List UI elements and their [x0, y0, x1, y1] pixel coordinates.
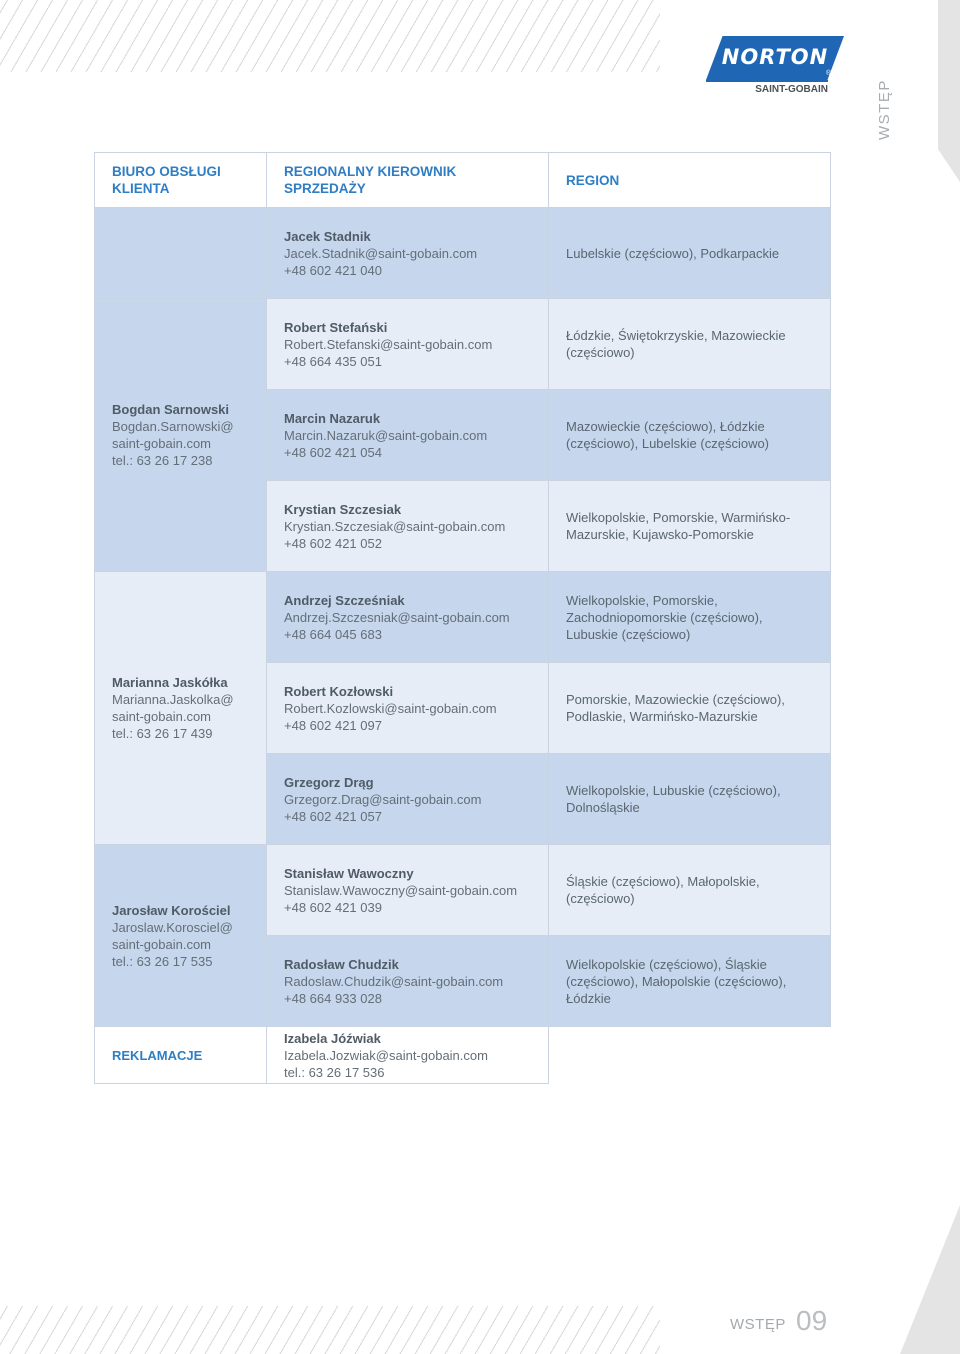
service-name: Bogdan Sarnowski [112, 402, 230, 417]
region-cell: Mazowieckie (częściowo), Łódzkie (częściowo), Lubelskie (częściowo) [549, 390, 831, 481]
manager-cell [267, 572, 549, 663]
region-cell: Wielkopolskie, Pomorskie, Warmińsko-Mazurskie, Kujawsko-Pomorskie [549, 481, 831, 572]
service-email-part1: Marianna.Jaskolka@ [112, 692, 234, 707]
manager-email[interactable]: Andrzej.Szczesniak@saint-gobain.com [284, 609, 510, 625]
service-email-part2: saint-gobain.com [112, 709, 211, 724]
manager-phone: +48 602 421 057 [284, 808, 382, 824]
service-phone: tel.: 63 26 17 238 [112, 453, 213, 468]
service-email[interactable] [112, 691, 249, 725]
manager-phone: +48 602 421 097 [284, 717, 382, 733]
manager-phone: +48 664 435 051 [284, 353, 382, 369]
service-phone: tel.: 63 26 17 535 [112, 953, 213, 969]
service-name: Jarosław Korościel [112, 902, 231, 918]
service-email-part1: Bogdan.Sarnowski@ [112, 419, 234, 434]
service-phone: tel.: 63 26 17 439 [112, 726, 213, 741]
decorative-corner-bottom [900, 1205, 960, 1354]
manager-name: Radosław Chudzik [284, 956, 399, 972]
header-region: REGION [549, 153, 831, 208]
manager-cell [267, 845, 549, 936]
manager-cell [267, 299, 549, 390]
complaints-name: Izabela Jóźwiak [284, 1030, 381, 1046]
manager-phone: +48 602 421 040 [284, 262, 382, 278]
complaints-phone: tel.: 63 26 17 536 [284, 1064, 385, 1080]
service-name: Marianna Jaskółka [112, 675, 228, 690]
manager-cell [267, 208, 549, 299]
manager-email[interactable]: Grzegorz.Drag@saint-gobain.com [284, 791, 482, 807]
service-email[interactable] [112, 919, 249, 953]
complaints-email[interactable]: Izabela.Jozwiak@saint-gobain.com [284, 1047, 488, 1063]
manager-name: Andrzej Szcześniak [284, 592, 405, 608]
norton-logo [706, 36, 846, 96]
manager-cell [267, 481, 549, 572]
manager-email[interactable]: Jacek.Stadnik@saint-gobain.com [284, 245, 478, 261]
page-number: 09 [796, 1305, 828, 1336]
manager-name: Stanisław Wawoczny [284, 865, 414, 881]
header-customer-service: BIURO OBSŁUGI KLIENTA [95, 153, 267, 208]
footer-section-label: WSTĘP [730, 1316, 786, 1333]
region-cell: Wielkopolskie, Lubuskie (częściowo), Dolnośląskie [549, 754, 831, 845]
complaints-row [95, 1027, 831, 1084]
manager-cell [267, 936, 549, 1027]
service-email-part1: Jaroslaw.Korosciel@ [112, 919, 233, 935]
table-row [95, 208, 831, 299]
service-contact-cell [95, 845, 267, 1027]
manager-phone: +48 664 045 683 [284, 626, 382, 642]
logo-subtext: SAINT-GOBAIN [706, 80, 828, 95]
manager-name: Robert Kozłowski [284, 683, 394, 699]
logo-text: NORTON [721, 45, 829, 69]
manager-cell [267, 663, 549, 754]
complaints-empty-cell [549, 1027, 831, 1084]
service-contact-cell [95, 299, 267, 572]
manager-name: Robert Stefański [284, 319, 388, 335]
manager-phone: +48 664 933 028 [284, 990, 382, 1006]
header-regional-manager: REGIONALNY KIEROWNIK SPRZEDAŻY [267, 153, 549, 208]
manager-name: Grzegorz Drąg [284, 774, 374, 790]
table-header-row [95, 153, 831, 208]
manager-email[interactable]: Robert.Kozlowski@saint-gobain.com [284, 700, 497, 716]
service-contact-cell [95, 572, 267, 845]
region-cell: Łódzkie, Świętokrzyskie, Mazowieckie (częściowo) [549, 299, 831, 390]
contacts-table [94, 152, 831, 1084]
manager-email[interactable]: Robert.Stefanski@saint-gobain.com [284, 336, 493, 352]
manager-cell [267, 754, 549, 845]
service-cell [95, 208, 267, 299]
manager-email[interactable]: Marcin.Nazaruk@saint-gobain.com [284, 427, 488, 443]
service-email-part2: saint-gobain.com [112, 436, 211, 451]
manager-phone: +48 602 421 039 [284, 899, 382, 915]
manager-phone: +48 602 421 054 [284, 444, 382, 460]
table-row [95, 299, 831, 390]
table-row [95, 572, 831, 663]
region-cell: Lubelskie (częściowo), Podkarpackie [549, 208, 831, 299]
region-cell: Wielkopolskie, Pomorskie, Zachodniopomorskie (częściowo), Lubuskie (częściowo) [549, 572, 831, 663]
manager-cell [267, 390, 549, 481]
decorative-hatch-bottom [0, 1306, 660, 1354]
manager-name: Krystian Szczesiak [284, 501, 402, 517]
complaints-contact-cell [267, 1027, 549, 1084]
region-cell: Pomorskie, Mazowieckie (częściowo), Podlaskie, Warmińsko-Mazurskie [549, 663, 831, 754]
manager-email[interactable]: Radoslaw.Chudzik@saint-gobain.com [284, 973, 504, 989]
service-email[interactable] [112, 418, 249, 452]
service-email-part2: saint-gobain.com [112, 936, 211, 952]
manager-email[interactable]: Krystian.Szczesiak@saint-gobain.com [284, 518, 506, 534]
registered-mark: ® [826, 70, 832, 77]
manager-phone: +48 602 421 052 [284, 535, 382, 551]
region-cell: Śląskie (częściowo), Małopolskie, (częściowo) [549, 845, 831, 936]
complaints-label: REKLAMACJE [95, 1027, 267, 1084]
decorative-hatch-top [0, 0, 660, 72]
section-side-label: WSTĘP [876, 79, 893, 140]
decorative-corner-top [938, 0, 960, 182]
table-row [95, 845, 831, 936]
manager-name: Jacek Stadnik [284, 228, 371, 244]
region-cell: Wielkopolskie (częściowo), Śląskie (częściowo), Małopolskie (częściowo), Łódzkie [549, 936, 831, 1027]
manager-name: Marcin Nazaruk [284, 410, 381, 426]
manager-email[interactable]: Stanislaw.Wawoczny@saint-gobain.com [284, 882, 518, 898]
